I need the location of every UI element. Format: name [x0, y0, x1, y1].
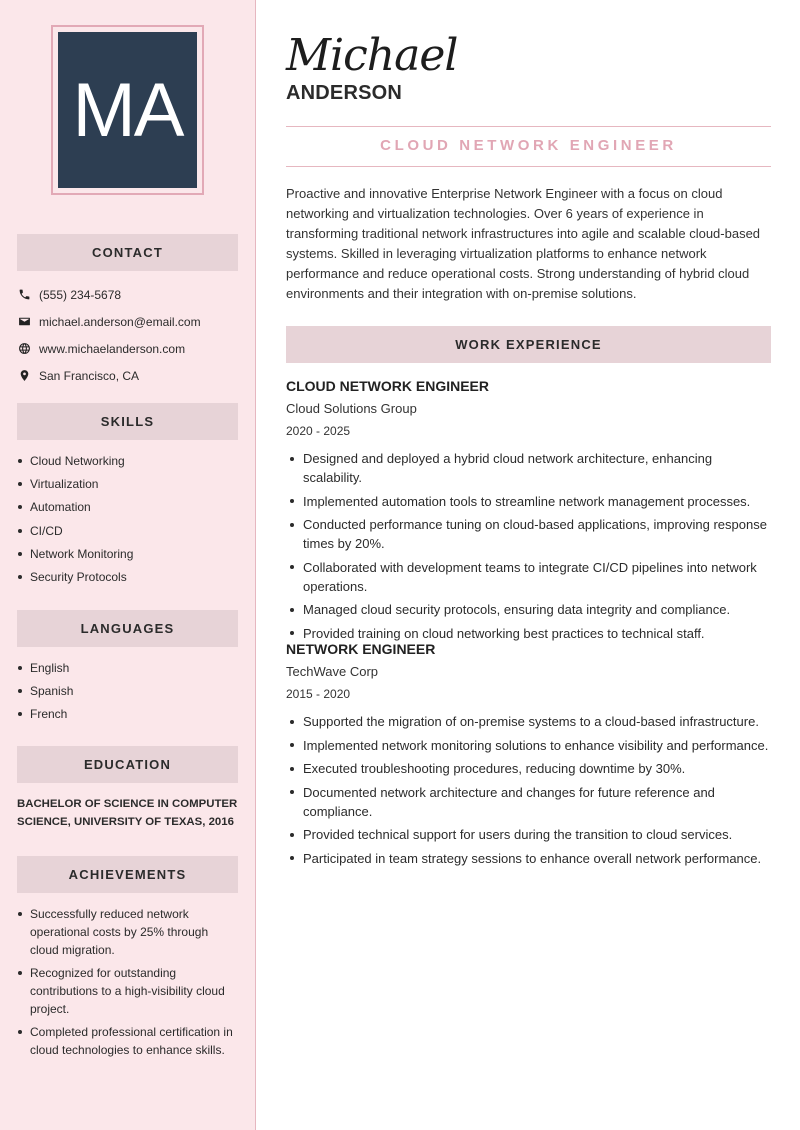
- envelope-icon: [17, 315, 31, 329]
- list-item: Managed cloud security protocols, ensuring data integrity and compliance.: [286, 600, 771, 619]
- email-link[interactable]: michael.anderson@email.com: [39, 314, 201, 329]
- list-item: Collaborated with development teams to integrate CI/CD pipelines into network operations.: [286, 558, 771, 596]
- list-item: Designed and deployed a hybrid cloud network architecture, enhancing scalability.: [286, 449, 771, 487]
- list-item: French: [17, 705, 238, 723]
- languages-section: [17, 610, 238, 729]
- list-item: Completed professional certification in cloud technologies to enhance skills.: [17, 1023, 238, 1059]
- job-dates: 2015 - 2020: [286, 687, 351, 701]
- globe-icon: [17, 342, 31, 356]
- title-rule-bottom: [286, 166, 771, 167]
- education-degree: BACHELOR OF SCIENCE IN COMPUTER SCIENCE, UNIVERSITY OF TEXAS, 2016: [17, 798, 238, 828]
- title-rule-top: [286, 126, 771, 127]
- list-item: Automation: [17, 498, 238, 516]
- monogram: MA: [58, 32, 197, 188]
- contact-phone: [17, 281, 238, 308]
- list-item: Supported the migration of on-premise systems to a cloud-based infrastructure.: [286, 712, 771, 731]
- list-item: Documented network architecture and changes for future reference and compliance.: [286, 783, 771, 821]
- location-text: San Francisco, CA: [39, 368, 140, 383]
- list-item: CI/CD: [17, 522, 238, 540]
- list-item: English: [17, 659, 238, 677]
- job-company: Cloud Solutions Group: [286, 401, 417, 416]
- skills-list: [17, 452, 238, 586]
- list-item: Implemented network monitoring solutions to enhance visibility and performance.: [286, 736, 771, 755]
- job-entry: [286, 641, 771, 872]
- skills-heading: SKILLS: [17, 403, 238, 440]
- list-item: Spanish: [17, 682, 238, 700]
- achievements-list: [17, 905, 238, 1059]
- sidebar: [0, 0, 256, 1130]
- job-role: CLOUD NETWORK ENGINEER: [286, 378, 489, 394]
- education-section: [17, 746, 238, 831]
- job-title: CLOUD NETWORK ENGINEER: [380, 137, 677, 154]
- contact-website: [17, 335, 238, 362]
- list-item: Virtualization: [17, 475, 238, 493]
- phone-text: (555) 234-5678: [39, 287, 122, 302]
- languages-list: [17, 659, 238, 723]
- list-item: Executed troubleshooting procedures, reducing downtime by 30%.: [286, 759, 771, 778]
- list-item: Cloud Networking: [17, 452, 238, 470]
- achievements-heading: ACHIEVEMENTS: [17, 856, 238, 893]
- list-item: Implemented automation tools to streamline network management processes.: [286, 492, 771, 511]
- map-pin-icon: [17, 369, 31, 383]
- job-role: NETWORK ENGINEER: [286, 641, 436, 657]
- contact-location: [17, 362, 238, 389]
- languages-heading: LANGUAGES: [17, 610, 238, 647]
- contact-email: [17, 308, 238, 335]
- contact-list: [17, 281, 238, 389]
- list-item: Participated in team strategy sessions to enhance overall network performance.: [286, 849, 771, 868]
- list-item: Network Monitoring: [17, 545, 238, 563]
- list-item: Provided technical support for users during the transition to cloud services.: [286, 825, 771, 844]
- list-item: Successfully reduced network operational costs by 25% through cloud migration.: [17, 905, 238, 959]
- job-bullets: [286, 449, 771, 643]
- job-entry: [286, 378, 771, 647]
- list-item: Recognized for outstanding contributions to a high-visibility cloud project.: [17, 964, 238, 1018]
- contact-section: [17, 234, 238, 389]
- job-bullets: [286, 712, 771, 868]
- summary: Proactive and innovative Enterprise Network Engineer with a focus on cloud networking and virtualization technologies. Over 6 years of experience in transforming traditional network infrastructures into agile and scalable cloud-based systems. Skilled in leveraging virtualization platforms to enhance network performance and reduce operational costs. Strong understanding of hybrid cloud environments and their integration with on-premise solutions.: [286, 186, 761, 301]
- job-dates: 2020 - 2025: [286, 424, 351, 438]
- job-company: TechWave Corp: [286, 664, 378, 679]
- last-name: ANDERSON: [286, 82, 403, 104]
- contact-heading: CONTACT: [17, 234, 238, 271]
- skills-section: [17, 403, 238, 591]
- phone-icon: [17, 288, 31, 302]
- website-link[interactable]: www.michaelanderson.com: [39, 341, 186, 356]
- list-item: Conducted performance tuning on cloud-based applications, improving response times by 20%.: [286, 515, 771, 553]
- list-item: Provided training on cloud networking best practices to technical staff.: [286, 624, 771, 643]
- monogram-frame: [51, 25, 204, 195]
- list-item: Security Protocols: [17, 568, 238, 586]
- first-name: Michael: [286, 30, 458, 81]
- achievements-section: [17, 856, 238, 1065]
- education-heading: EDUCATION: [17, 746, 238, 783]
- work-experience-heading: WORK EXPERIENCE: [286, 326, 771, 363]
